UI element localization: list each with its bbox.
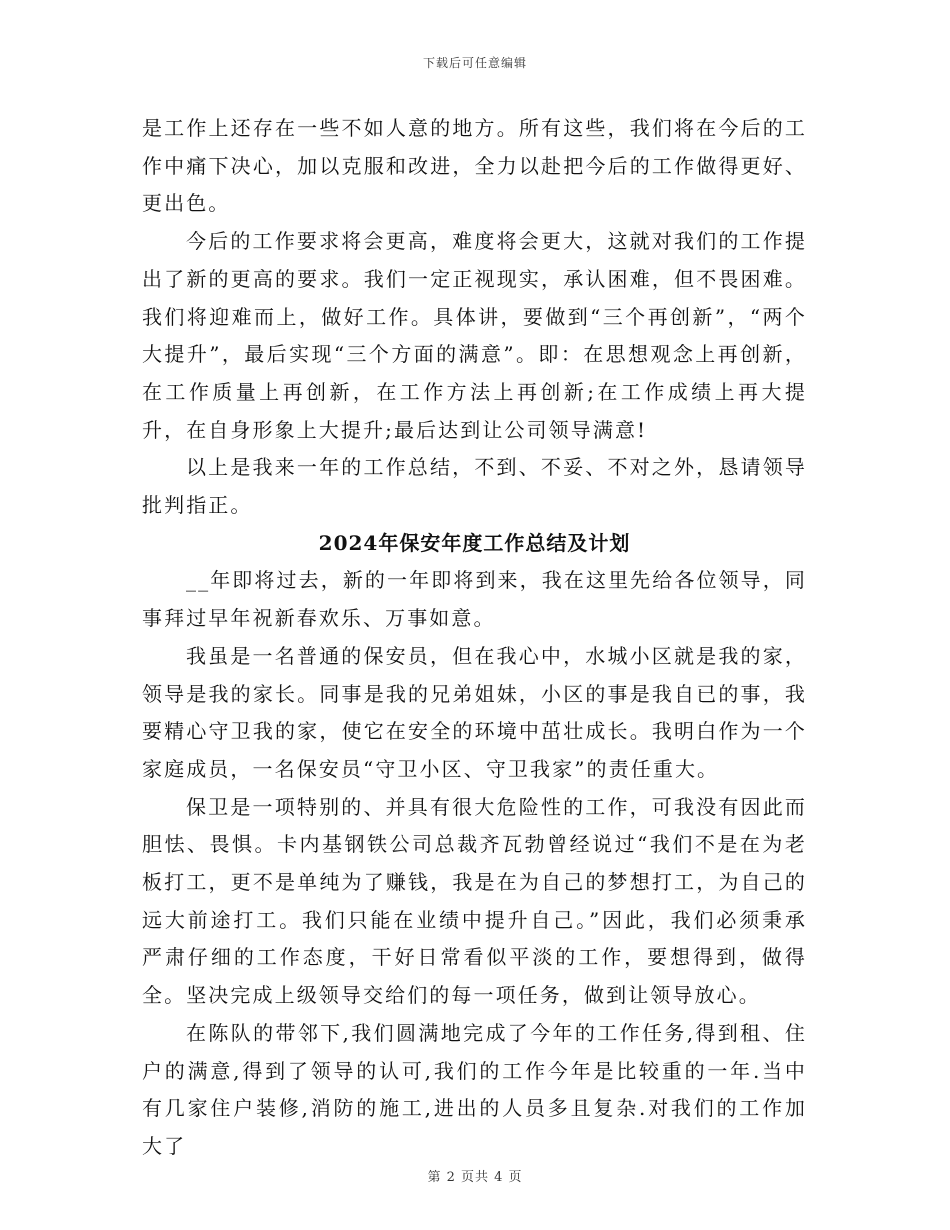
section-title: 2024年保安年度工作总结及计划 xyxy=(318,530,631,555)
document-body xyxy=(142,110,807,1166)
paragraph-2: 今后的工作要求将会更高，难度将会更大，这就对我们的工作提出了新的更高的要求。我们一定正视现实，承认困难，但不畏困难。我们将迎难而上，做好工作。具体讲，要做到“三个再创新”，“两个大提升”，最后实现“三个方面的满意”。即：在思想观念上再创新，在工作质量上再创新，在工作方法上再创新;在工作成绩上再大提升，在自身形象上大提升;最后达到让公司领导满意! xyxy=(142,229,807,442)
page-header: 下载后可任意编辑 xyxy=(422,56,527,70)
paragraph-5: 我虽是一名普通的保安员，但在我心中，水城小区就是我的家，领导是我的家长。同事是我的兄弟姐妹，小区的事是我自已的事，我要精心守卫我的家，使它在安全的环境中茁壮成长。我明白作为一个家庭成员，一名保安员“守卫小区、守卫我家”的责任重大。 xyxy=(142,643,807,781)
paragraph-6: 保卫是一项特别的、并具有很大危险性的工作，可我没有因此而胆怯、畏惧。卡内基钢铁公司总裁齐瓦勃曾经说过“我们不是在为老板打工，更不是单纯为了赚钱，我是在为自己的梦想打工，为自己的远大前途打工。我们只能在业绩中提升自己。”因此，我们必须秉承严肃仔细的工作态度，干好日常看似平淡的工作，要想得到，做得全。坚决完成上级领导交给们的每一项任务，做到让领导放心。 xyxy=(142,794,807,1008)
page-footer: 第 2 页共 4 页 xyxy=(427,1170,523,1185)
paragraph-3: 以上是我来一年的工作总结，不到、不妥、不对之外，恳请领导批判指正。 xyxy=(142,455,807,518)
paragraph-4: __年即将过去，新的一年即将到来，我在这里先给各位领导，同事拜过早年祝新春欢乐、万事如意。 xyxy=(142,568,807,631)
paragraph-7: 在陈队的带邻下,我们圆满地完成了今年的工作任务,得到租、住户的满意,得到了领导的认可,我们的工作今年是比较重的一年.当中有几家住户装修,消防的施工,进出的人员多且复杂.对我们的工作加大了 xyxy=(142,1020,807,1158)
paragraph-1: 是工作上还存在一些不如人意的地方。所有这些，我们将在今后的工作中痛下决心，加以克服和改进，全力以赴把今后的工作做得更好、更出色。 xyxy=(142,116,807,216)
